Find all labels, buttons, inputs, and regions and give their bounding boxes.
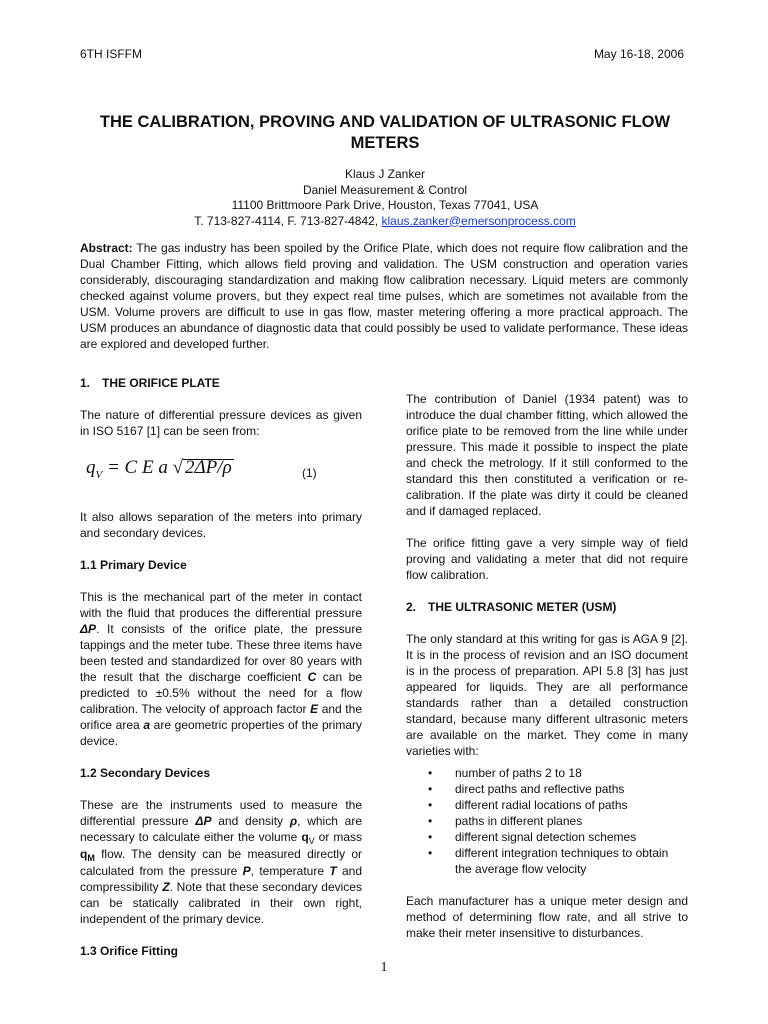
list-item: • paths in different planes — [406, 813, 688, 829]
page-number: 1 — [380, 960, 388, 975]
list-item: • different integration techniques to obtain the average flow velocity — [406, 845, 688, 877]
abstract — [80, 240, 688, 352]
variety-list — [406, 765, 688, 877]
list-item: • number of paths 2 to 18 — [406, 765, 688, 781]
right-column — [406, 391, 688, 957]
author-contact — [80, 214, 690, 230]
author-phone-fax: T. 713-827-4114, F. 713-827-4842, — [194, 213, 382, 228]
subsection-1-2-heading: 1.2 Secondary Devices — [80, 766, 211, 780]
author-block — [80, 167, 690, 229]
paper-title: THE CALIBRATION, PROVING AND VALIDATION OF ULTRASONIC FLOW METERS — [99, 113, 671, 152]
paragraph: The only standard at this writing for gas is AGA 9 [2]. It is in the process of revision and an ISO document is in the process of preparation. API 5.8 [3] has just appeared for liquids. They are all performance standards rather than a detailed construction standard, because many different ultrasonic meters are available on the market. They come in many varieties with: — [406, 632, 688, 758]
author-name: Klaus J Zanker — [344, 167, 426, 181]
paragraph: Each manufacturer has a unique meter design and method of determining flow rate, and all strive to make their meter insensitive to disturbances. — [406, 894, 688, 940]
author-address: 11100 Brittmoore Park Drive, Houston, Texas 77041, USA — [231, 198, 539, 212]
sqrt-symbol: √ — [172, 457, 184, 478]
subsection-1-3-heading: 1.3 Orifice Fitting — [80, 944, 179, 958]
paragraph: The contribution of Daniel (1934 patent) was to introduce the dual chamber fitting, which allowed the orifice plate to be removed from the line while under pressure. This made it possible to inspect the plate and check the metrology. If it still conformed to the standard this then constituted a verification or re-calibration. If the plate was dirty it could be cleaned and if damaged replaced. — [406, 392, 688, 518]
paragraph: The orifice fitting gave a very simple way of field proving and validating a meter that did not require flow calibration. — [406, 536, 688, 582]
section-1-number: 1. — [80, 376, 91, 390]
sqrt-radicand: 2ΔP/ρ — [185, 457, 232, 478]
list-item: • direct paths and reflective paths — [406, 781, 688, 797]
list-item: • different radial locations of paths — [406, 797, 688, 813]
section-2-title: THE ULTRASONIC METER (USM) — [428, 600, 617, 614]
paragraph: The nature of differential pressure devices as given in ISO 5167 [1] can be seen from: — [80, 408, 362, 438]
section-2-heading — [406, 599, 688, 615]
equation-number: (1) — [302, 466, 317, 480]
left-column — [80, 375, 362, 975]
section-1-title: THE ORIFICE PLATE — [102, 376, 220, 390]
subsection-1-1-heading: 1.1 Primary Device — [80, 558, 187, 572]
paragraph: This is the mechanical part of the meter in contact with the fluid that produces the differential pressure ΔP. It consists of the orifice plate, the pressure tappings and the meter tube. These three items have been tested and standardized for over 80 years with the result that the discharge coefficient C can be predicted to ±0.5% without the need for a flow calibration. The velocity of approach factor E and the orifice area a are geometric properties of the primary device. — [80, 590, 362, 748]
author-email-link[interactable]: klaus.zanker@emersonprocess.com — [381, 213, 576, 228]
abstract-text: The gas industry has been spoiled by the Orifice Plate, which does not require flow calibration and the Dual Chamber Fitting, which allows field proving and validation. The USM construction and operation varies considerably, discouraging standardization and making flow calibration necessary. Liquid meters are commonly checked against volume provers, but they expect real time pulses, which are sometimes not available from the USM. Volume provers are difficult to use in gas flow, master metering offering a more practical approach. The USM produces an abundance of diagnostic data that could possibly be used to validate performance. These ideas are explored and developed further. — [80, 241, 688, 351]
equation-expression: $q_V = C$ E a √ 2ΔP/ρ — [86, 457, 232, 481]
header-date: May 16-18, 2006 — [593, 47, 684, 61]
section-2-number: 2. — [406, 600, 417, 614]
author-organization: Daniel Measurement & Control — [302, 182, 468, 197]
header-conference: 6TH ISFFM — [80, 47, 142, 61]
equation-1 — [80, 455, 362, 501]
paragraph: These are the instruments used to measure the differential pressure ΔP and density ρ, which are necessary to calculate either the volume $q_V$ or mass $q_M$ flow. The density can be measured directly or calculated from the pressure P, temperature T and compressibility Z. Note that these secondary devices can be statically calibrated in their own right, independent of the primary device. — [80, 798, 363, 926]
section-1-heading — [80, 375, 362, 391]
paragraph: It also allows separation of the meters into primary and secondary devices. — [80, 510, 362, 540]
list-item: • different signal detection schemes — [406, 829, 688, 845]
abstract-label: Abstract: — [80, 241, 133, 255]
